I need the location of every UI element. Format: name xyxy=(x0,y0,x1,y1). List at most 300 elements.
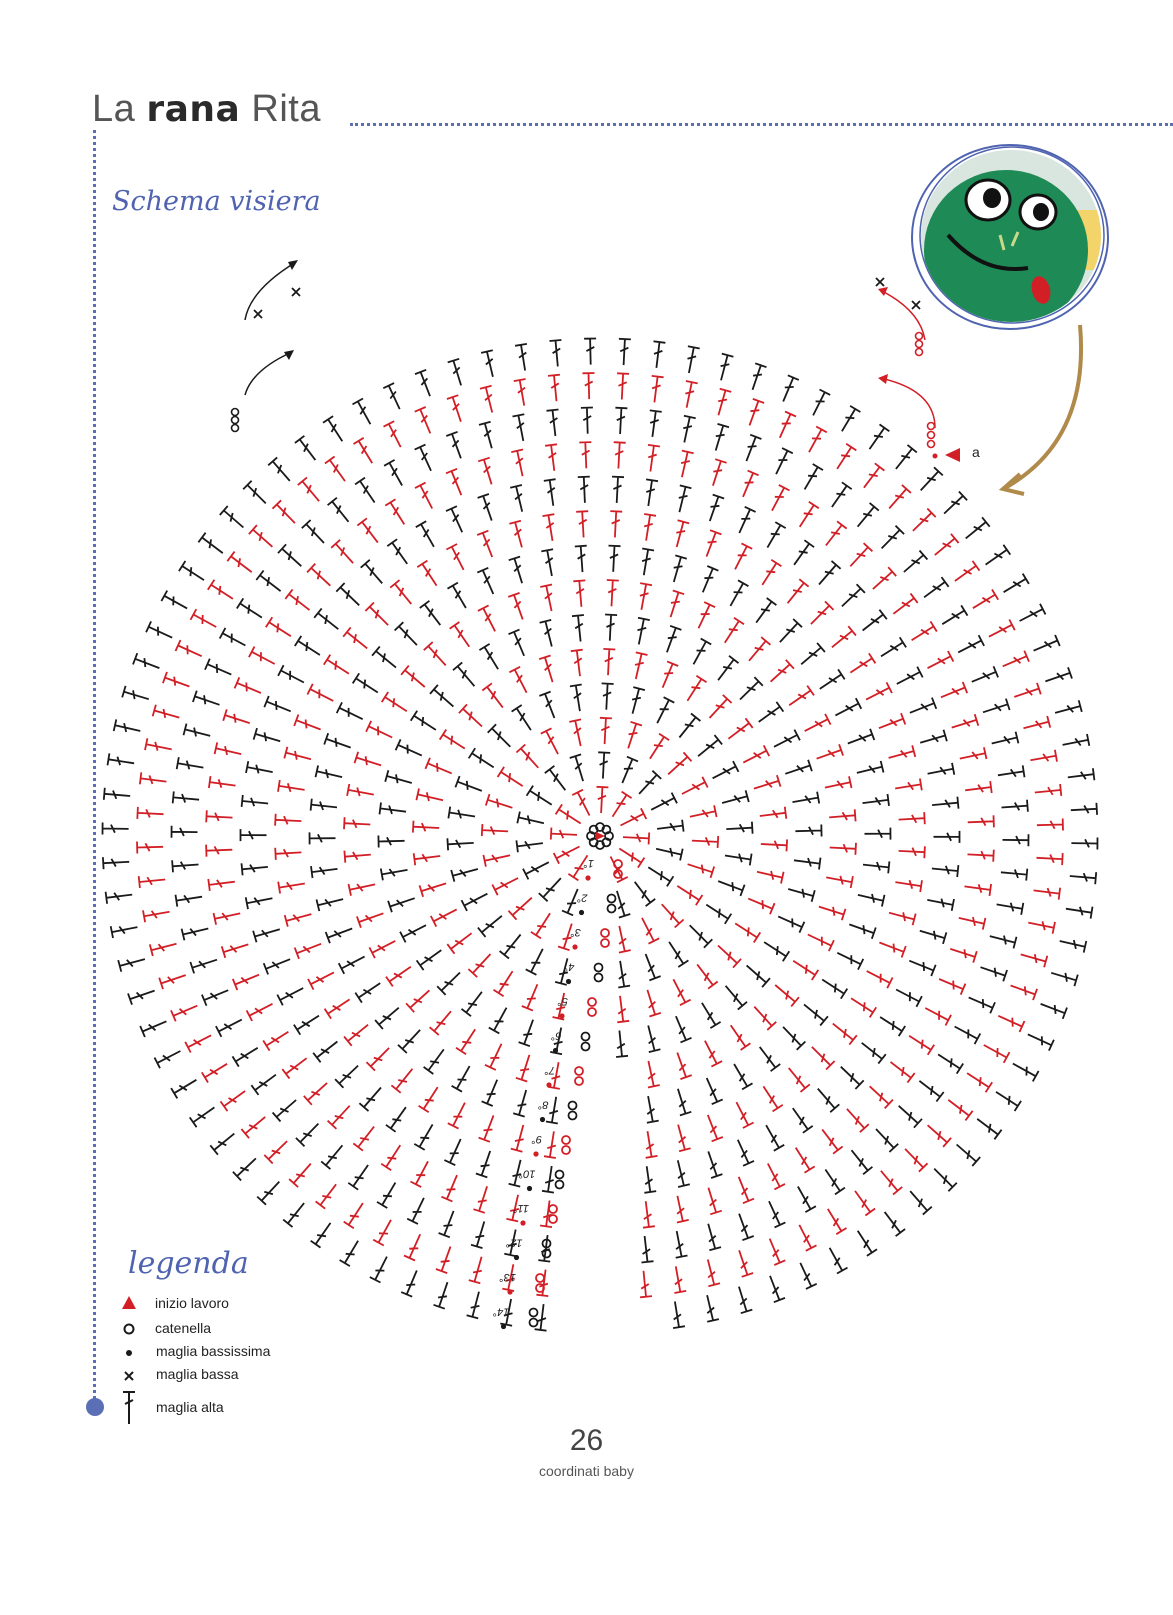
photo-pointer-arrow xyxy=(1005,325,1081,488)
double-crochet-stitch xyxy=(114,719,141,732)
double-crochet-stitch xyxy=(515,344,527,371)
double-crochet-stitch xyxy=(415,483,432,509)
double-crochet-stitch xyxy=(378,836,404,848)
double-crochet-stitch xyxy=(104,788,130,800)
double-crochet-stitch xyxy=(448,807,475,819)
double-crochet-stitch xyxy=(783,1027,805,1050)
double-crochet-stitch xyxy=(657,697,674,723)
double-crochet-stitch xyxy=(891,1062,915,1083)
double-crochet-stitch xyxy=(873,567,896,589)
slip-stitch-dot xyxy=(533,1151,538,1156)
double-crochet-stitch xyxy=(545,444,557,471)
double-crochet-stitch xyxy=(910,698,936,713)
double-crochet-stitch xyxy=(835,698,861,715)
double-crochet-stitch xyxy=(1037,819,1063,831)
double-crochet-stitch xyxy=(285,589,309,610)
double-crochet-stitch xyxy=(639,771,661,794)
double-crochet-stitch xyxy=(643,1201,655,1228)
double-crochet-stitch xyxy=(441,1175,457,1201)
double-crochet-stitch xyxy=(246,761,273,773)
double-crochet-stitch xyxy=(539,692,554,718)
double-crochet-stitch xyxy=(223,709,250,723)
double-crochet-stitch xyxy=(934,831,960,843)
double-crochet-stitch xyxy=(498,767,523,786)
double-crochet-stitch xyxy=(676,1016,692,1042)
double-crochet-stitch xyxy=(184,724,211,737)
double-crochet-stitch xyxy=(307,684,333,701)
double-crochet-stitch xyxy=(789,1068,810,1092)
double-crochet-stitch xyxy=(513,414,525,441)
double-crochet-stitch xyxy=(235,677,261,693)
double-crochet-stitch xyxy=(206,845,232,857)
double-crochet-stitch xyxy=(858,503,879,527)
double-crochet-stitch xyxy=(648,1026,660,1053)
double-crochet-stitch xyxy=(1020,604,1046,621)
double-crochet-stitch xyxy=(920,730,947,743)
double-crochet-stitch xyxy=(414,1124,432,1150)
double-crochet-stitch xyxy=(222,944,249,957)
double-crochet-stitch xyxy=(996,1092,1021,1111)
double-crochet-stitch xyxy=(249,647,275,665)
chain-stitch xyxy=(582,1033,590,1041)
double-crochet-stitch xyxy=(612,477,624,503)
double-crochet-stitch xyxy=(545,766,566,790)
double-crochet-stitch xyxy=(573,580,585,606)
double-crochet-stitch xyxy=(690,805,717,817)
double-crochet-stitch xyxy=(646,1131,658,1158)
double-crochet-stitch xyxy=(531,913,550,938)
double-crochet-stitch xyxy=(570,685,582,712)
double-crochet-stitch xyxy=(414,853,441,865)
double-crochet-stitch xyxy=(642,918,659,944)
double-crochet-stitch xyxy=(678,1160,690,1187)
double-crochet-stitch xyxy=(298,477,319,501)
double-crochet-stitch xyxy=(763,1086,782,1111)
double-crochet-stitch xyxy=(384,460,402,486)
double-crochet-stitch xyxy=(450,622,470,647)
double-crochet-stitch xyxy=(477,568,493,594)
double-crochet-stitch xyxy=(605,615,617,641)
double-crochet-stitch xyxy=(1030,750,1057,762)
double-crochet-stitch xyxy=(628,722,642,749)
double-crochet-stitch xyxy=(780,619,802,642)
marker-a-label: a xyxy=(972,444,980,460)
double-crochet-stitch xyxy=(486,794,513,808)
double-crochet-stitch xyxy=(635,882,656,906)
double-crochet-stitch xyxy=(768,1164,785,1190)
double-crochet-stitch xyxy=(478,458,491,485)
double-crochet-stitch xyxy=(576,511,588,537)
double-crochet-stitch xyxy=(220,506,244,528)
double-crochet-stitch xyxy=(706,905,731,924)
double-crochet-stitch xyxy=(331,540,353,563)
double-crochet-stitch xyxy=(609,546,621,572)
chain-stitch xyxy=(556,1171,564,1179)
double-crochet-stitch xyxy=(880,1017,905,1036)
double-crochet-stitch xyxy=(642,1236,654,1263)
double-crochet-stitch xyxy=(321,1145,342,1169)
double-crochet-stitch xyxy=(1004,574,1029,593)
double-crochet-stitch xyxy=(273,500,295,523)
double-crochet-stitch xyxy=(467,1292,480,1319)
double-crochet-stitch xyxy=(703,566,719,592)
double-crochet-stitch xyxy=(550,340,562,366)
double-crochet-stitch xyxy=(708,1188,721,1215)
double-crochet-stitch xyxy=(934,1169,957,1192)
double-crochet-stitch xyxy=(253,929,280,942)
chain-stitch xyxy=(530,1319,538,1327)
double-crochet-stitch xyxy=(340,1241,359,1266)
double-crochet-stitch xyxy=(973,590,998,609)
double-crochet-stitch xyxy=(324,655,349,674)
double-crochet-stitch xyxy=(386,967,411,987)
double-crochet-stitch xyxy=(572,790,589,816)
double-crochet-stitch xyxy=(688,864,715,878)
double-crochet-stitch xyxy=(646,954,661,980)
double-crochet-stitch xyxy=(646,479,658,506)
double-crochet-stitch xyxy=(468,954,490,977)
double-crochet-stitch xyxy=(760,807,787,819)
double-crochet-stitch xyxy=(133,653,159,668)
double-crochet-stitch xyxy=(415,370,430,396)
double-crochet-stitch xyxy=(584,339,596,365)
double-crochet-stitch xyxy=(556,804,581,823)
chain-stitch xyxy=(916,349,923,356)
double-crochet-stitch xyxy=(812,1047,835,1070)
double-crochet-stitch xyxy=(386,1107,406,1132)
double-crochet-stitch xyxy=(420,883,447,896)
double-crochet-stitch xyxy=(692,836,718,848)
double-crochet-stitch xyxy=(889,912,916,925)
double-crochet-stitch xyxy=(185,1035,211,1052)
double-crochet-stitch xyxy=(446,469,461,495)
double-crochet-stitch xyxy=(430,1011,451,1035)
double-crochet-stitch xyxy=(730,580,748,606)
double-crochet-stitch xyxy=(935,534,959,555)
double-crochet-stitch xyxy=(339,957,365,974)
double-crochet-stitch xyxy=(509,557,522,584)
double-crochet-stitch xyxy=(251,1075,276,1095)
double-crochet-stitch xyxy=(437,973,460,995)
chain-stitch xyxy=(562,1136,570,1144)
double-crochet-stitch xyxy=(828,1209,847,1234)
double-crochet-stitch xyxy=(912,621,937,640)
double-crochet-stitch xyxy=(897,667,923,684)
legend-label: maglia bassissima xyxy=(156,1343,271,1359)
double-crochet-stitch xyxy=(889,745,916,758)
double-crochet-stitch xyxy=(739,1214,754,1241)
slip-stitch-dot xyxy=(566,979,571,984)
double-crochet-stitch xyxy=(640,583,652,610)
double-crochet-stitch xyxy=(516,1055,530,1082)
double-crochet-stitch xyxy=(335,1066,358,1088)
double-crochet-stitch xyxy=(932,865,959,877)
double-crochet-stitch xyxy=(140,1021,166,1037)
double-crochet-stitch xyxy=(966,517,990,538)
double-crochet-stitch xyxy=(548,375,560,402)
double-crochet-stitch xyxy=(885,1212,906,1236)
double-crochet-stitch xyxy=(1014,683,1041,697)
double-crochet-stitch xyxy=(494,971,513,996)
double-crochet-stitch xyxy=(598,752,610,778)
double-crochet-stitch xyxy=(367,1048,390,1071)
double-crochet-stitch xyxy=(647,1096,659,1123)
title-word-la: La xyxy=(92,88,136,130)
double-crochet-stitch xyxy=(842,584,865,606)
double-crochet-stitch xyxy=(522,984,538,1010)
double-crochet-stitch xyxy=(800,1263,816,1289)
double-crochet-stitch xyxy=(241,1117,265,1138)
double-crochet-stitch xyxy=(1021,954,1048,967)
double-crochet-stitch xyxy=(163,672,190,687)
double-crochet-stitch xyxy=(805,464,823,489)
double-crochet-stitch xyxy=(264,696,290,711)
double-crochet-stitch xyxy=(774,730,800,747)
double-crochet-stitch xyxy=(739,1177,754,1203)
double-crochet-stitch xyxy=(176,640,202,656)
double-crochet-stitch xyxy=(377,1183,395,1208)
double-crochet-stitch xyxy=(558,924,572,951)
double-crochet-stitch xyxy=(1013,1064,1039,1082)
double-crochet-stitch xyxy=(972,666,998,682)
double-crochet-stitch xyxy=(477,531,492,557)
double-crochet-stitch xyxy=(990,936,1017,949)
double-crochet-stitch xyxy=(656,848,683,861)
double-crochet-stitch xyxy=(523,862,549,879)
double-crochet-stitch xyxy=(913,509,936,531)
double-crochet-stitch xyxy=(822,1129,842,1153)
slip-stitch-dot xyxy=(501,1324,506,1329)
double-crochet-stitch xyxy=(818,1089,840,1113)
double-crochet-stitch xyxy=(959,917,986,930)
double-crochet-stitch xyxy=(718,389,731,416)
double-crochet-stitch xyxy=(161,591,187,609)
double-crochet-stitch xyxy=(354,438,373,463)
double-crochet-stitch xyxy=(359,1088,381,1112)
slip-stitch-dot xyxy=(553,1048,558,1053)
double-crochet-stitch xyxy=(296,1124,319,1147)
double-crochet-stitch xyxy=(416,789,443,802)
double-crochet-stitch xyxy=(855,1191,875,1216)
double-crochet-stitch xyxy=(401,1271,417,1297)
round-number-label: 3° xyxy=(570,926,581,938)
double-crochet-stitch xyxy=(214,913,241,925)
double-crochet-stitch xyxy=(743,745,769,762)
double-crochet-stitch xyxy=(1002,800,1028,812)
double-crochet-stitch xyxy=(551,828,577,840)
double-crochet-stitch xyxy=(702,1003,721,1028)
double-crochet-stitch xyxy=(313,1042,337,1063)
double-crochet-stitch xyxy=(190,1107,215,1127)
double-crochet-stitch xyxy=(489,1008,507,1034)
round-number-label: 10° xyxy=(518,1167,536,1180)
double-crochet-stitch xyxy=(344,817,370,829)
double-crochet-stitch xyxy=(950,949,977,963)
double-crochet-stitch xyxy=(771,660,794,682)
double-crochet-stitch xyxy=(925,1008,951,1026)
double-crochet-stitch xyxy=(754,1007,776,1030)
double-crochet-stitch xyxy=(569,719,581,746)
double-crochet-stitch xyxy=(516,745,538,768)
double-crochet-stitch xyxy=(678,1125,691,1152)
double-crochet-stitch xyxy=(799,1225,816,1251)
double-crochet-stitch xyxy=(202,1064,227,1083)
double-crochet-stitch xyxy=(570,754,583,781)
double-crochet-stitch xyxy=(857,761,884,773)
double-crochet-stitch xyxy=(648,445,660,472)
double-crochet-stitch xyxy=(285,914,312,927)
double-crochet-stitch xyxy=(436,1247,451,1274)
double-crochet-stitch xyxy=(610,511,622,537)
double-crochet-stitch xyxy=(939,979,965,995)
double-crochet-stitch xyxy=(511,1125,524,1152)
chain-stitch xyxy=(549,1205,557,1213)
double-crochet-stitch xyxy=(479,422,492,449)
double-crochet-stitch xyxy=(456,1029,475,1054)
double-crochet-stitch xyxy=(928,1125,952,1147)
double-crochet-stitch xyxy=(357,518,377,542)
double-crochet-stitch xyxy=(739,1250,753,1277)
page-number: 26 xyxy=(569,1424,604,1457)
double-crochet-stitch xyxy=(242,795,269,807)
chain-stitch xyxy=(232,409,239,416)
double-crochet-stitch xyxy=(617,996,629,1023)
double-crochet-stitch xyxy=(153,705,180,718)
double-crochet-stitch xyxy=(863,610,887,631)
double-crochet-stitch xyxy=(353,399,371,425)
double-crochet-stitch xyxy=(193,691,220,705)
slip-stitch-dot xyxy=(540,1117,545,1122)
double-crochet-stitch xyxy=(535,1304,547,1331)
double-crochet-stitch xyxy=(361,560,383,584)
double-crochet-stitch xyxy=(1028,1034,1054,1050)
double-crochet-stitch xyxy=(488,724,511,747)
double-crochet-stitch xyxy=(206,810,232,822)
double-crochet-stitch xyxy=(1068,768,1095,780)
double-crochet-stitch xyxy=(1041,1004,1067,1019)
double-crochet-stitch xyxy=(728,718,752,739)
double-crochet-stitch xyxy=(740,677,763,699)
double-crochet-stitch xyxy=(462,992,482,1016)
double-crochet-stitch xyxy=(847,1109,869,1132)
legend-item-catenella xyxy=(118,1318,378,1340)
double-crochet-stitch xyxy=(398,1030,420,1053)
double-crochet-stitch xyxy=(772,485,790,511)
double-crochet-stitch xyxy=(754,775,781,788)
frog-photo xyxy=(908,140,1113,335)
double-crochet-stitch xyxy=(444,1139,460,1165)
double-crochet-stitch xyxy=(698,735,722,756)
chain-stitch xyxy=(588,1008,596,1016)
double-crochet-stitch xyxy=(215,742,242,755)
double-crochet-stitch xyxy=(473,1186,487,1213)
double-crochet-stitch xyxy=(899,812,925,824)
double-crochet-stitch xyxy=(819,907,846,921)
double-crochet-stitch xyxy=(735,923,760,942)
double-crochet-stitch xyxy=(118,959,145,972)
double-crochet-stitch xyxy=(295,636,320,655)
red-triangle-icon xyxy=(118,1293,140,1315)
double-crochet-stitch xyxy=(648,1061,660,1088)
chain-stitch xyxy=(928,432,935,439)
chain-stitch xyxy=(601,939,609,947)
double-crochet-stitch xyxy=(632,687,645,714)
double-crochet-stitch xyxy=(221,1091,246,1111)
double-crochet-stitch xyxy=(395,622,417,645)
double-crochet-stitch xyxy=(623,833,649,845)
double-crochet-stitch xyxy=(446,506,462,532)
double-crochet-stitch xyxy=(266,617,291,636)
round-number-label: 14° xyxy=(492,1305,510,1318)
double-crochet-stitch xyxy=(516,840,543,852)
double-crochet-stitch xyxy=(735,543,752,569)
double-crochet-stitch xyxy=(858,1231,877,1256)
double-crochet-stitch xyxy=(390,580,411,604)
double-crochet-stitch xyxy=(725,854,752,866)
double-crochet-stitch xyxy=(677,1196,689,1223)
double-crochet-stitch xyxy=(480,386,492,413)
double-crochet-stitch xyxy=(613,792,632,817)
double-crochet-stitch xyxy=(998,765,1025,777)
double-crochet-stitch xyxy=(500,935,521,959)
double-crochet-stitch xyxy=(681,451,694,478)
double-crochet-stitch xyxy=(602,683,614,709)
double-crochet-stitch xyxy=(278,544,301,566)
double-crochet-stitch xyxy=(889,485,911,509)
double-crochet-stitch xyxy=(440,730,465,749)
double-crochet-stitch xyxy=(739,507,755,533)
double-crochet-stitch xyxy=(800,502,819,527)
double-crochet-stitch xyxy=(539,656,552,683)
double-crochet-stitch xyxy=(767,522,785,548)
double-crochet-stitch xyxy=(172,826,198,838)
double-crochet-stitch xyxy=(788,579,809,603)
double-crochet-stitch xyxy=(328,498,349,522)
double-crochet-stitch xyxy=(678,1089,691,1116)
double-crochet-stitch xyxy=(881,1171,902,1195)
double-crochet-stitch xyxy=(307,564,330,586)
chain-stitch xyxy=(232,417,239,424)
double-crochet-stitch xyxy=(263,1032,288,1051)
double-crochet-stitch xyxy=(581,408,593,434)
double-crochet-stitch xyxy=(241,829,267,841)
double-crochet-stitch xyxy=(879,943,905,958)
double-crochet-stitch xyxy=(830,1248,848,1274)
double-crochet-stitch xyxy=(220,628,246,646)
double-crochet-stitch xyxy=(146,621,172,637)
double-crochet-stitch xyxy=(583,373,595,399)
round-number-label: 5° xyxy=(557,995,568,1007)
double-crochet-stitch xyxy=(795,825,821,837)
round-number-label: 9° xyxy=(531,1133,542,1145)
double-crochet-stitch xyxy=(851,998,876,1017)
cross-icon xyxy=(118,1364,140,1386)
double-crochet-stitch xyxy=(326,929,353,944)
double-crochet-stitch xyxy=(1045,667,1072,681)
chain-stitch xyxy=(928,423,935,430)
double-crochet-stitch xyxy=(311,866,338,878)
double-crochet-stitch xyxy=(603,649,615,675)
double-crochet-stitch xyxy=(227,552,251,573)
double-crochet-stitch xyxy=(1071,803,1097,815)
round-number-label: 4° xyxy=(563,960,575,973)
double-crochet-stitch xyxy=(697,964,718,988)
double-crochet-stitch xyxy=(796,1148,815,1173)
double-crochet-stitch xyxy=(983,699,1010,713)
double-crochet-stitch xyxy=(249,525,273,547)
double-crochet-stitch xyxy=(756,598,776,623)
double-crochet-stitch xyxy=(159,975,186,989)
